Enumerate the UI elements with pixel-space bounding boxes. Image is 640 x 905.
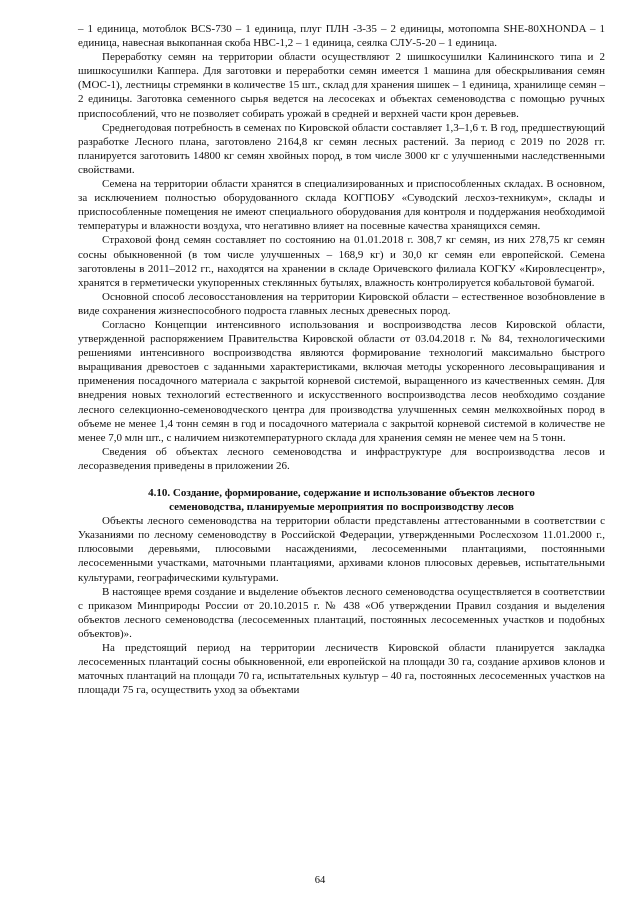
- document-page: [78, 22, 605, 697]
- section-heading-line2: семеноводства, планируемые мероприятия по воспроизводству лесов: [169, 501, 514, 514]
- paragraph-seed-processing: Переработку семян на территории области осуществляют 2 шишкосушилки Калининского типа и 2 шишкосушилки Каппера. Для заготовки и переработки семян имеется 1 машина для обескрыливания семян (МОС-1), лестницы стремянки в количестве 15 шт., склад для хранения шишек – 1 единица, хранилище семян – 2 единицы. Заготовка семенного сырья ведется на лесосеках и объектах семеноводства с помощью ручных приспособлений, что не позволяет собирать урожай в средней и верхней части крон деревьев.: [78, 51, 605, 120]
- paragraph-equipment-list: – 1 единица, мотоблок BCS-730 – 1 единица, плуг ПЛН -3-35 – 2 единицы, мотопомпа SHE-80XHONDA – 1 единица, навесная выкопанная скоба НВС-1,2 – 1 единица, сеялка СЛУ-5-20 – 1 единица.: [78, 23, 605, 50]
- paragraph-seed-objects: Объекты лесного семеноводства на территории области представлены аттестованными в соответствии с Указаниями по лесному семеноводству в Российской Федерации, утвержденными Рослесхозом 11.01.2000 г., плюсовыми деревьями, плюсовыми насаждениями, лесосеменными плантациями, постоянными лесосеменными участками, маточными плантациями, архивами клонов плюсовых деревьев, испытательными культурами, географическими культурами.: [78, 515, 605, 584]
- paragraph-concept: Согласно Концепции интенсивного использования и воспроизводства лесов Кировской области, утвержденной распоряжением Правительства Кировской области от 03.04.2018 г. № 84, технологическими решениями интенсивного воспроизводства являются формирование технологий максимально быстрого выращивания древостоев с заданными характеристиками, включая методы ускоренного лесовыращивания и применения посадочного материала с закрытой корневой системой, выращенного из качественных семян. Для внедрения новых технологий естественного и искусственного воспроизводства лесов необходимо создание лесного селекционно-семеноводческого центра для производства улучшенных семян мелкохвойных пород в объеме не менее 1,4 тонн семян в год и посадочного материала с закрытой корневой системой в количестве не менее 7,0 млн шт., с наличием низкотемпературного склада для хранения семян не менее чем на 5 тонн.: [78, 318, 605, 444]
- paragraph-seed-demand: Среднегодовая потребность в семенах по Кировской области составляет 1,3–1,6 т. В год, предшествующий разработке Лесного плана, заготовлено 2164,8 кг семян лесных растений. За период с 2019 по 2028 гг. планируется заготовить 14800 кг семян хвойных пород, в том числе 3000 кг с улучшенными наследственными свойствами.: [78, 121, 605, 176]
- paragraph-planned-work: На предстоящий период на территории лесничеств Кировской области планируется закладка лесосеменных плантаций сосны обыкновенной, ели европейской на площади 30 га, создание архивов клонов и маточных плантаций на площади 70 га, испытательных культур – 40 га, постоянных лесосеменных участков на площади 75 га, осуществить уход за объектами: [78, 642, 605, 697]
- paragraph-insurance-fund: Страховой фонд семян составляет по состоянию на 01.01.2018 г. 308,7 кг семян, из них 278,75 кг семян сосны обыкновенной (в том числе улучшенных – 168,9 кг) и 30,0 кг семян ели европейской. Семена заготовлены в 2011–2012 гг., находятся на хранении в складе Оричевского филиала КОГКУ «Кировлесцентр», хранятся в герметически укупоренных стеклянных бутылях, влажность контролируется кобальтовой бумагой.: [78, 234, 605, 289]
- paragraph-seed-storage: Семена на территории области хранятся в специализированных и приспособленных складах. В основном, за исключением полностью оборудованного склада КОГПОБУ «Суводский лесхоз-техникум», склады и приспособленные помещения не имеют специального оборудования для контроля и поддержания необходимой температуры и влажности воздуха, что негативно влияет на посевные качества хранящихся семян.: [78, 178, 605, 233]
- paragraph-reforestation-method: Основной способ лесовосстановления на территории Кировской области – естественное возобновление в виде сохранения жизнеспособного подроста главных лесных древесных пород.: [78, 290, 605, 317]
- page-number: 64: [314, 875, 326, 886]
- section-heading-line1: 4.10. Создание, формирование, содержание и использование объектов лесного: [148, 487, 535, 499]
- paragraph-current-practice: В настоящее время создание и выделение объектов лесного семеноводства осуществляется в соответствии с приказом Минприроды России от 20.10.2015 г. № 438 «Об утверждении Правил создания и выделения объектов лесного семеноводства (лесосеменных плантаций, постоянных лесосеменных участков и подобных объектов)».: [78, 585, 605, 640]
- paragraph-appendix-ref: Сведения об объектах лесного семеноводства и инфраструктуре для воспроизводства лесов и лесоразведения приведены в приложении 26.: [78, 445, 605, 472]
- section-heading: [78, 486, 605, 514]
